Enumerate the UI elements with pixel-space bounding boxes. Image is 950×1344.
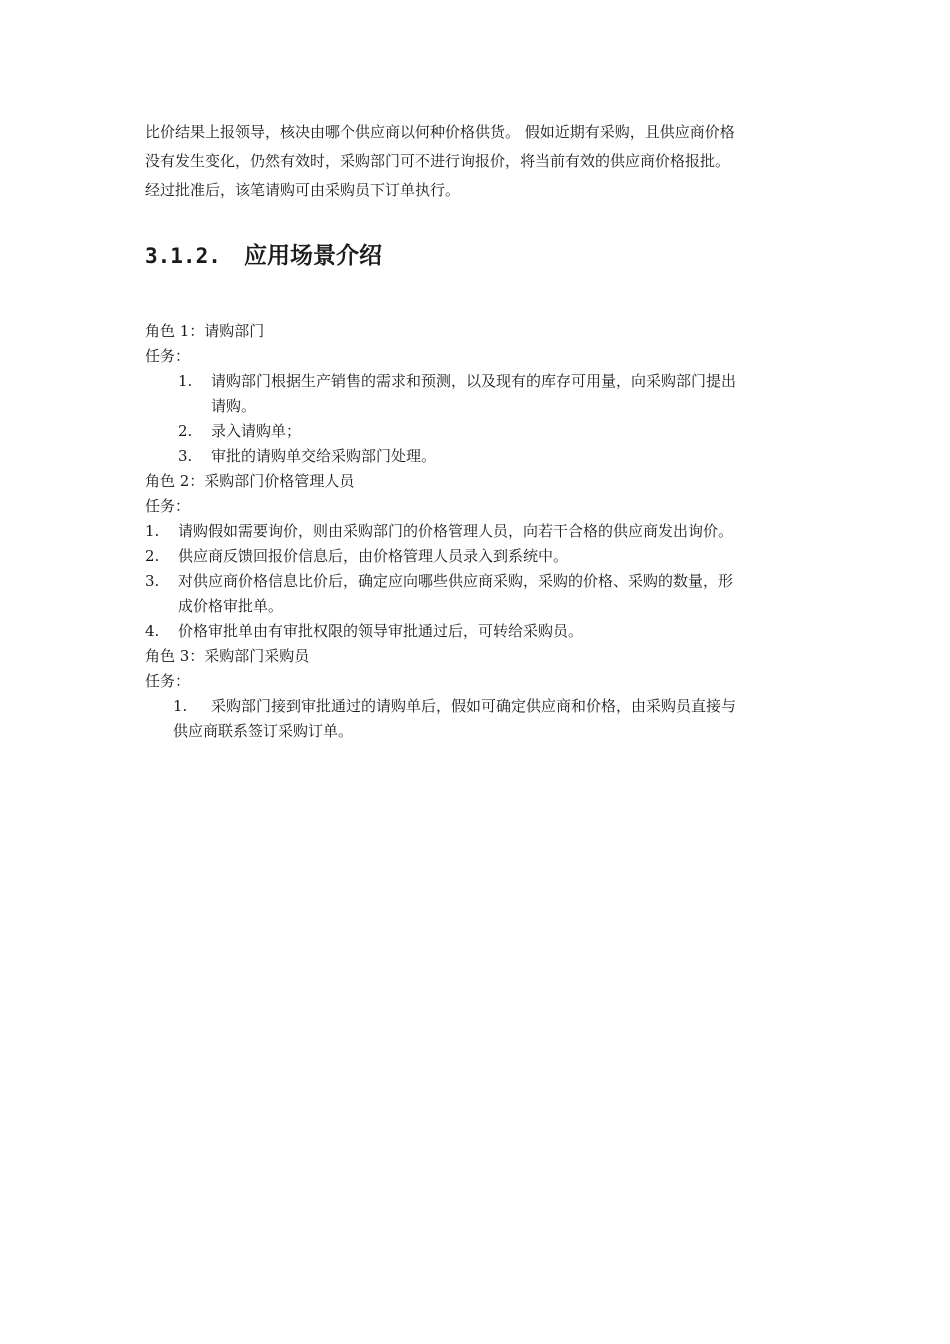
- task-label: 任务：: [145, 347, 191, 365]
- task-list: [145, 694, 810, 744]
- list-item: [145, 569, 810, 619]
- role-label: 角色 1：请购部门: [145, 322, 265, 340]
- list-number: 1.: [178, 372, 193, 390]
- list-number: 4.: [145, 622, 160, 640]
- roles-content: [145, 319, 810, 744]
- list-item: [145, 544, 810, 569]
- list-text: 请购假如需要询价，则由采购部门的价格管理人员，向若干合格的供应商发出询价。: [178, 522, 734, 540]
- role-label: 角色 3：采购部门采购员: [145, 647, 310, 665]
- section-title: 应用场景介绍: [244, 243, 382, 269]
- list-text: 供应商联系签订采购订单。: [173, 722, 354, 740]
- list-text: 价格审批单由有审批权限的领导审批通过后，可转给采购员。: [178, 622, 584, 640]
- list-item: [145, 519, 810, 544]
- role-label: 角色 2：采购部门价格管理人员: [145, 472, 355, 490]
- intro-line: 比价结果上报领导，核决由哪个供应商以何种价格供货。 假如近期有采购，且供应商价格: [145, 123, 735, 141]
- list-item: [145, 419, 810, 444]
- list-item: [145, 619, 810, 644]
- list-text: 对供应商价格信息比价后，确定应向哪些供应商采购，采购的价格、采购的数量，形: [178, 572, 734, 590]
- task-label: 任务：: [145, 497, 191, 515]
- list-number: 1.: [145, 522, 160, 540]
- list-item: [145, 369, 810, 419]
- intro-line: 经过批准后，该笔请购可由采购员下订单执行。: [145, 181, 461, 199]
- intro-line: 没有发生变化，仍然有效时，采购部门可不进行询报价，将当前有效的供应商价格报批。: [145, 152, 731, 170]
- list-text: 供应商反馈回报价信息后，由价格管理人员录入到系统中。: [178, 547, 569, 565]
- task-list: [145, 369, 810, 469]
- list-text: 请购部门根据生产销售的需求和预测，以及现有的库存可用量，向采购部门提出: [211, 372, 737, 390]
- document-page: [145, 118, 810, 744]
- list-text: 成价格审批单。: [178, 597, 284, 615]
- section-heading: [145, 239, 810, 273]
- task-label: 任务：: [145, 672, 191, 690]
- list-item: [145, 444, 810, 469]
- list-number: 1.: [173, 697, 188, 715]
- list-text: 采购部门接到审批通过的请购单后，假如可确定供应商和价格，由采购员直接与: [211, 697, 737, 715]
- intro-paragraph: [145, 118, 810, 205]
- section-number: 3.1.2.: [145, 244, 221, 268]
- list-text: 请购。: [211, 397, 257, 415]
- list-number: 3.: [145, 572, 160, 590]
- list-number: 3.: [178, 447, 193, 465]
- list-number: 2.: [145, 547, 160, 565]
- list-item: [145, 694, 810, 744]
- list-text: 录入请购单；: [211, 422, 302, 440]
- list-number: 2.: [178, 422, 193, 440]
- list-text: 审批的请购单交给采购部门处理。: [211, 447, 437, 465]
- task-list: [145, 519, 810, 644]
